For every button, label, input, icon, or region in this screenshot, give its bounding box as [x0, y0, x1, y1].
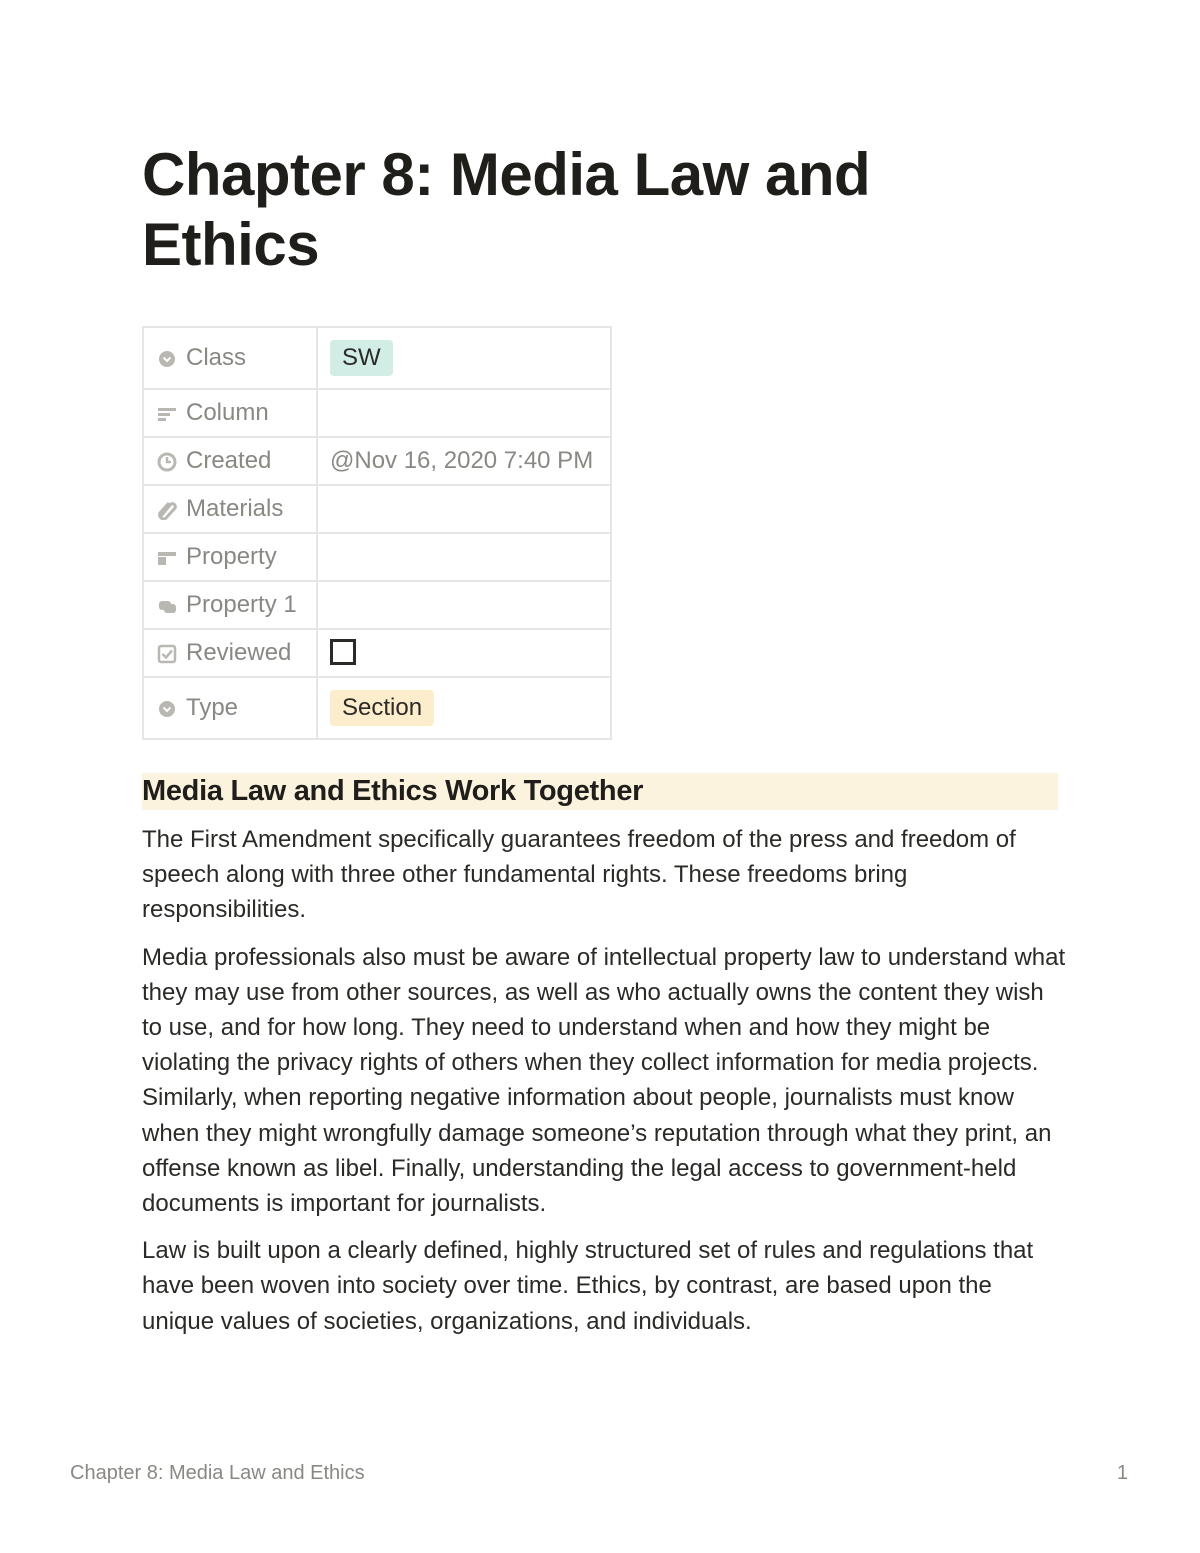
property-row-class [143, 327, 611, 389]
property-row-property-1 [143, 581, 611, 629]
property-key [143, 677, 317, 739]
property-row-reviewed [143, 629, 611, 677]
property-row-column [143, 389, 611, 437]
property-key [143, 533, 317, 581]
page-number: 1 [1116, 1462, 1128, 1484]
property-value[interactable] [317, 485, 611, 533]
property-label: Materials [186, 495, 284, 522]
paperclip-icon [156, 498, 178, 520]
property-label: Reviewed [186, 639, 292, 666]
property-key [143, 485, 317, 533]
select-icon [156, 347, 178, 369]
paragraph: The First Amendment specifically guarantees freedom of the press and freedom of speech along with three other fundamental rights. These freedoms bring responsibilities. [142, 826, 1016, 924]
property-value[interactable]: @Nov 16, 2020 7:40 PM [317, 437, 611, 485]
property-label: Class [186, 344, 247, 371]
property-value[interactable] [317, 629, 611, 677]
multi-select-icon [156, 594, 178, 616]
class-tag[interactable]: SW [330, 340, 393, 376]
paragraph: Media professionals also must be aware of intellectual property law to understand what they may use from other sources, as well as who actually owns the content they wish to use, and for how long. They need to understand when and how they might be violating the privacy rights of others when they collect information for media projects. Similarly, when reporting negative information about people, journalists must know when they might wrongfully damage someone’s reputation through what they print, an offense known as libel. Finally, understanding the legal access to government-held documents is important for journalists. [142, 943, 1066, 1218]
clock-icon [156, 450, 178, 472]
paragraph: Law is built upon a clearly defined, highly structured set of rules and regulations that have been woven into society over time. Ethics, by contrast, are based upon the unique values of societies, organizations, and individuals. [142, 1237, 1034, 1335]
body-content [142, 822, 1067, 1351]
property-label: Type [186, 694, 239, 721]
property-key [143, 629, 317, 677]
property-key [143, 581, 317, 629]
property-value[interactable] [317, 581, 611, 629]
text-lines-icon [156, 402, 178, 424]
property-row-created [143, 437, 611, 485]
property-value[interactable] [317, 389, 611, 437]
footer-title: Chapter 8: Media Law and Ethics [70, 1462, 365, 1484]
property-row-property [143, 533, 611, 581]
property-key [143, 389, 317, 437]
property-value[interactable] [317, 327, 611, 389]
property-label: Created [186, 447, 272, 474]
property-label: Property [186, 543, 277, 570]
property-row-type [143, 677, 611, 739]
property-value[interactable] [317, 677, 611, 739]
property-key [143, 327, 317, 389]
property-row-materials [143, 485, 611, 533]
property-label: Property 1 [186, 591, 297, 618]
text-lines-icon [156, 546, 178, 568]
section-heading: Media Law and Ethics Work Together [142, 773, 1058, 810]
property-label: Column [186, 399, 269, 426]
type-tag[interactable]: Section [330, 690, 434, 726]
property-value[interactable] [317, 533, 611, 581]
page-title: Chapter 8: Media Law and Ethics [142, 141, 871, 278]
select-icon [156, 697, 178, 719]
reviewed-checkbox[interactable] [330, 639, 356, 665]
property-key [143, 437, 317, 485]
checkbox-icon [156, 642, 178, 664]
properties-table [142, 326, 612, 740]
